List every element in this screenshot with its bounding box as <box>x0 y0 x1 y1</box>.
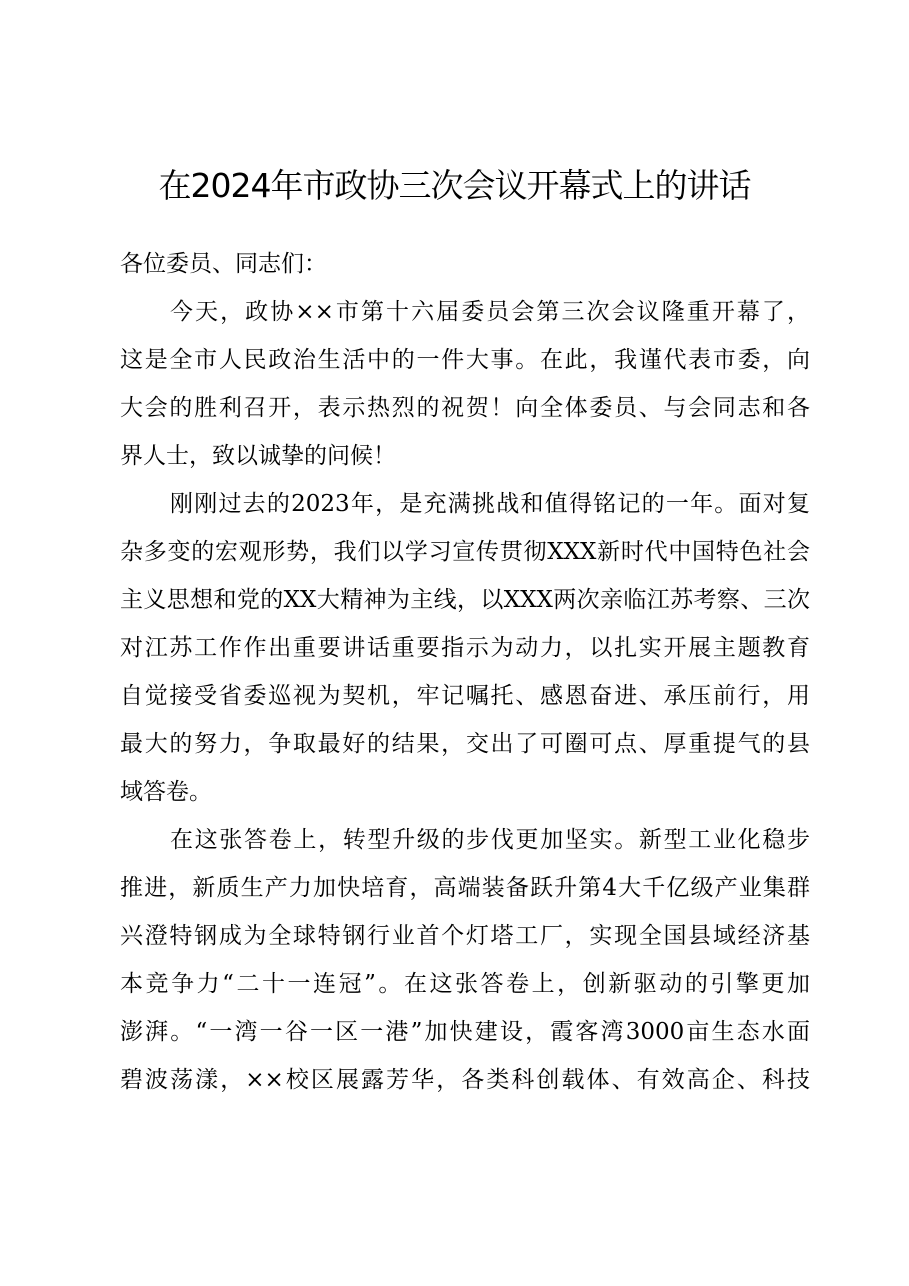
paragraph-line: 本竞争力“二十一连冠”。在这张答卷上，创新驱动的引擎更加 <box>120 971 810 997</box>
paragraph-line: 这是全市人民政治生活中的一件大事。在此，我谨代表市委，向 <box>120 347 810 373</box>
paragraph-line: 主义思想和党的XX大精神为主线，以XXX两次亲临江苏考察、三次 <box>120 587 810 613</box>
paragraph-line: 杂多变的宏观形势，我们以学习宣传贯彻XXX新时代中国特色社会 <box>120 539 810 565</box>
salutation <box>120 240 810 288</box>
salutation-line: 各位委员、同志们： <box>120 251 327 277</box>
document-title: 在2024年市政协三次会议开幕式上的讲话 <box>158 166 751 205</box>
paragraph-3 <box>120 816 810 1104</box>
paragraph-1 <box>120 288 810 480</box>
paragraph-line: 对江苏工作作出重要讲话重要指示为动力，以扎实开展主题教育 <box>120 635 810 661</box>
paragraph-line: 碧波荡漾，××校区展露芳华，各类科创载体、有效高企、科技 <box>120 1067 810 1093</box>
document-body <box>120 240 810 1104</box>
paragraph-line: 今天，政协××市第十六届委员会第三次会议隆重开幕了， <box>170 299 810 325</box>
paragraph-line: 澎湃。“一湾一谷一区一港”加快建设，霞客湾3000亩生态水面 <box>120 1019 810 1045</box>
paragraph-line: 推进，新质生产力加快培育，高端装备跃升第4大千亿级产业集群 <box>120 875 810 901</box>
paragraph-line: 界人士，致以诚挚的问候！ <box>120 443 396 469</box>
paragraph-line: 大会的胜利召开，表示热烈的祝贺！向全体委员、与会同志和各 <box>120 395 810 421</box>
paragraph-line: 最大的努力，争取最好的结果，交出了可圈可点、厚重提气的县 <box>120 731 810 757</box>
paragraph-line: 兴澄特钢成为全球特钢行业首个灯塔工厂，实现全国县域经济基 <box>120 923 810 949</box>
paragraph-line: 在这张答卷上，转型升级的步伐更加坚实。新型工业化稳步 <box>170 827 810 853</box>
paragraph-line: 刚刚过去的2023年，是充满挑战和值得铭记的一年。面对复 <box>170 491 810 517</box>
paragraph-line: 域答卷。 <box>120 779 212 805</box>
paragraph-2 <box>120 480 810 816</box>
paragraph-line: 自觉接受省委巡视为契机，牢记嘱托、感恩奋进、承压前行，用 <box>120 683 810 709</box>
